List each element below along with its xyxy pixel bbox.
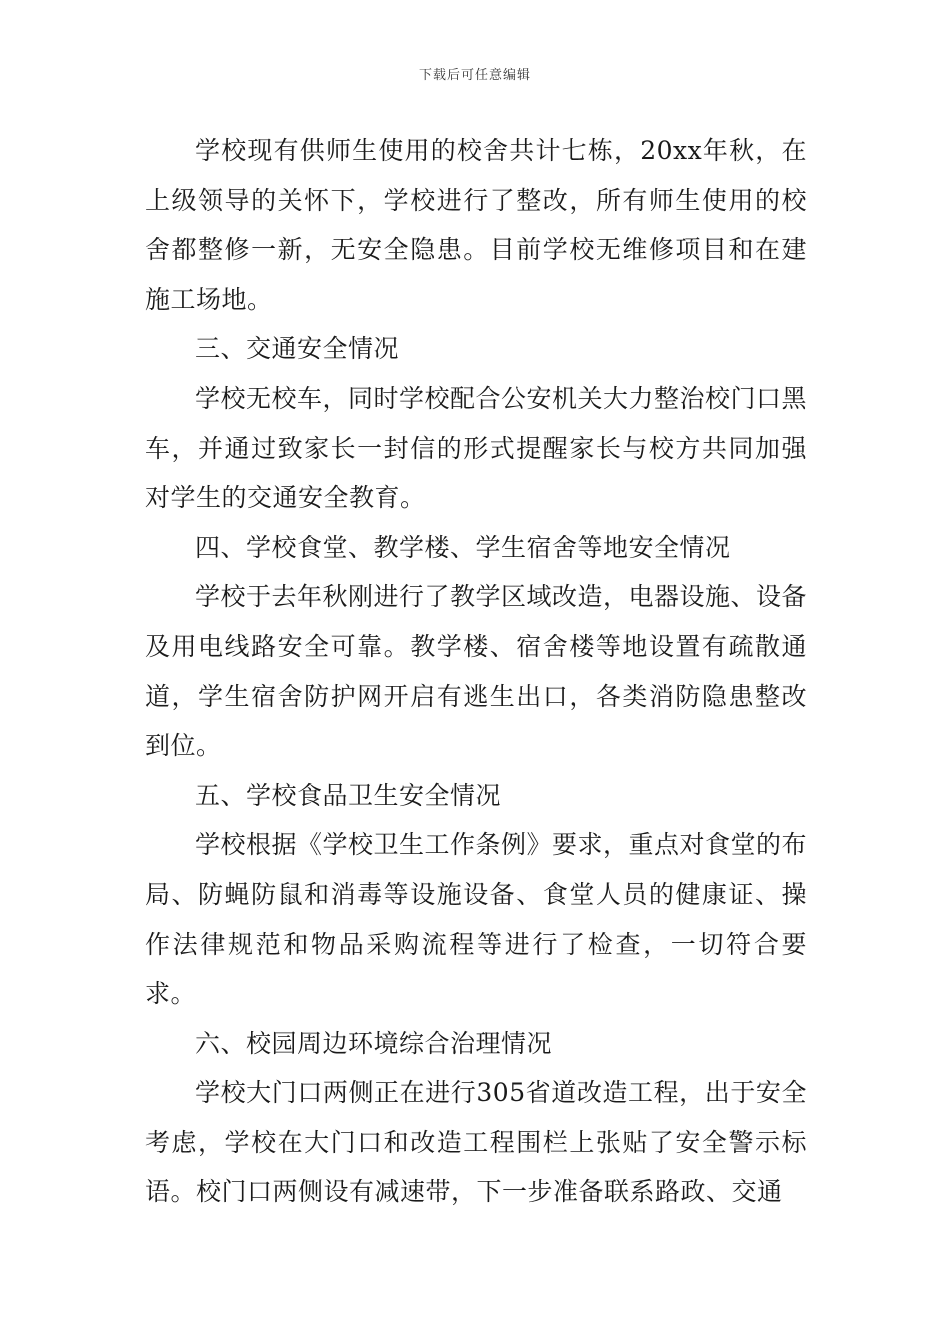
document-body bbox=[145, 126, 807, 1217]
section-heading-traffic: 三、交通安全情况 bbox=[195, 334, 400, 364]
section-heading-surroundings: 六、校园周边环境综合治理情况 bbox=[195, 1028, 553, 1058]
body-paragraph: 学校根据《学校卫生工作条例》要求，重点对食堂的布局、防蝇防鼠和消毒等设施设备、食堂人员的健康证、操作法律规范和物品采购流程等进行了检查，一切符合要求。 bbox=[145, 830, 808, 1009]
body-paragraph: 学校无校车，同时学校配合公安机关大力整治校门口黑车，并通过致家长一封信的形式提醒家长与校方共同加强对学生的交通安全教育。 bbox=[145, 383, 808, 513]
body-paragraph: 学校大门口两侧正在进行305省道改造工程，出于安全考虑，学校在大门口和改造工程围栏上张贴了安全警示标语。校门口两侧设有减速带，下一步准备联系路政、交通 bbox=[145, 1078, 807, 1207]
section-heading-food-safety: 五、学校食品卫生安全情况 bbox=[195, 780, 502, 810]
body-paragraph: 学校于去年秋刚进行了教学区域改造，电器设施、设备及用电线路安全可靠。教学楼、宿舍楼等地设置有疏散通道，学生宿舍防护网开启有逃生出口，各类消防隐患整改到位。 bbox=[145, 582, 808, 761]
section-heading-buildings: 四、学校食堂、教学楼、学生宿舍等地安全情况 bbox=[195, 532, 731, 562]
page-header-note: 下载后可任意编辑 bbox=[418, 68, 531, 83]
body-paragraph: 学校现有供师生使用的校舍共计七栋，20xx年秋，在上级领导的关怀下，学校进行了整改，所有师生使用的校舍都整修一新，无安全隐患。目前学校无维修项目和在建施工场地。 bbox=[145, 136, 807, 314]
